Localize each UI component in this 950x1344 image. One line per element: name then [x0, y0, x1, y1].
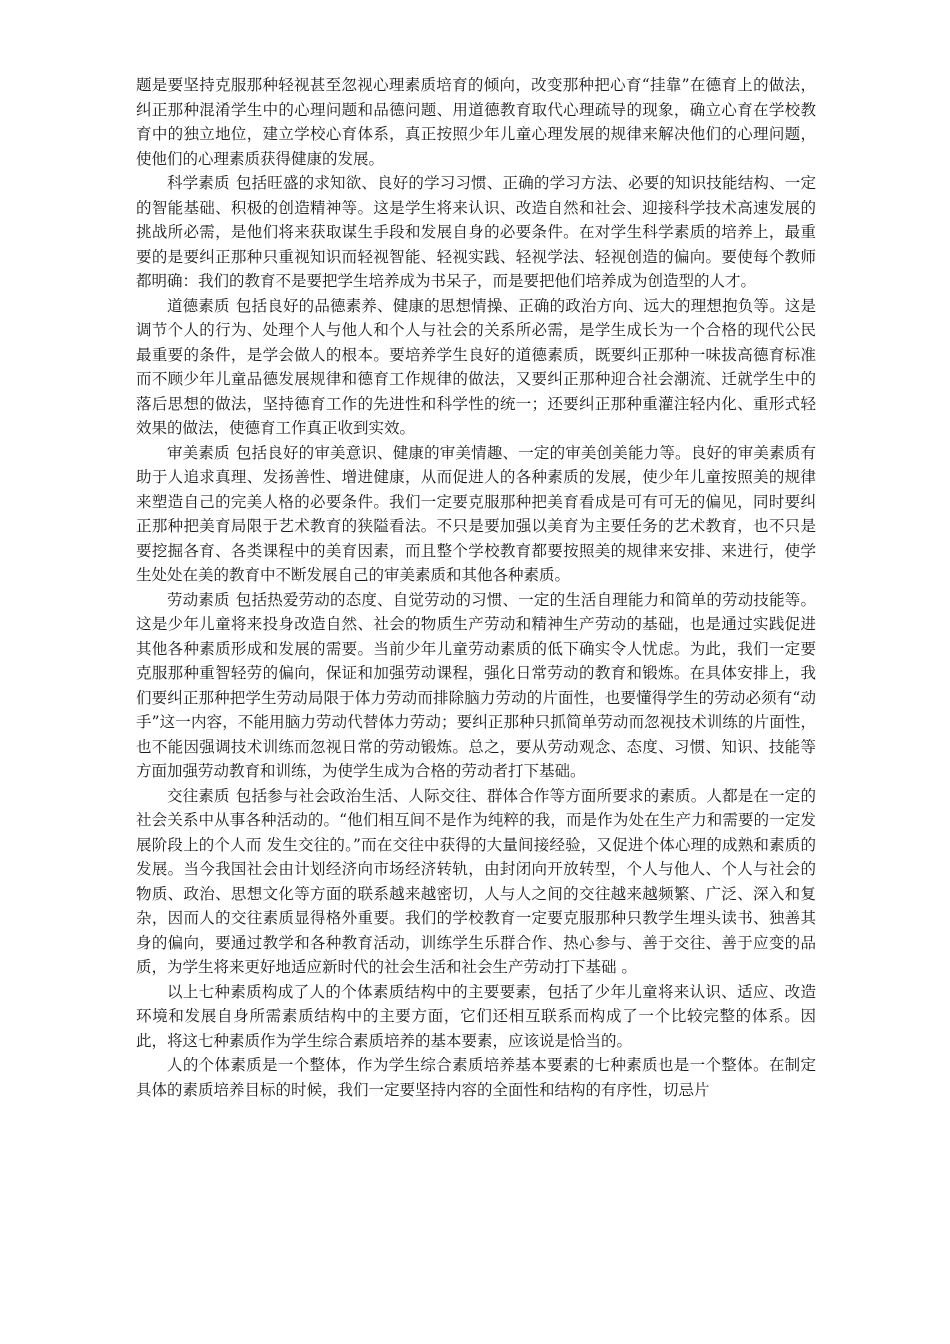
paragraph-labor-quality	[136, 588, 816, 784]
section-term: 审美素质	[167, 443, 230, 462]
document-page	[136, 73, 816, 1102]
paragraph-moral-quality	[136, 294, 816, 441]
paragraph-text: 包括旺盛的求知欲、良好的学习习惯、正确的学习方法、必要的知识技能结构、一定的智能基础、积极的创造精神等。这是学生将来认识、改造自然和社会、迎接科学技术高速发展的挑战所必需，是他们将来获取谋生手段和发展自身的必要条件。在对学生科学素质的培养上，最重要的是要纠正那种只重视知识而轻视智能、轻视实践、轻视学法、轻视创造的偏向。要使每个教师都明确：我们的教育不是要把学生培养成为书呆子，而是要把他们培养成为创造型的人才。	[136, 174, 816, 290]
paragraph-psychology-continued	[136, 73, 816, 171]
paragraph-text: 包括良好的审美意识、健康的审美情趣、一定的审美创美能力等。良好的审美素质有助于人追求真理、发扬善性、增进健康，从而促进人的各种素质的发展，使少年儿童按照美的规律来塑造自己的完美人格的必要条件。我们一定要克服那种把美育看成是可有可无的偏见，同时要纠正那种把美育局限于艺术教育的狭隘看法。不只是要加强以美育为主要任务的艺术教育，也不只是要挖掘各育、各类课程中的美育因素，而且整个学校教育都要按照美的规律来安排、来进行，使学生处处在美的教育中不断发展自己的审美素质和其他各种素质。	[136, 443, 816, 584]
paragraph-science-quality	[136, 171, 816, 294]
paragraph-individual-quality-whole	[136, 1053, 816, 1102]
paragraph-communication-quality	[136, 784, 816, 980]
paragraph-aesthetic-quality	[136, 441, 816, 588]
paragraph-text: 题是要坚持克服那种轻视甚至忽视心理素质培育的倾向，改变那种把心育“挂靠”在德育上的做法，纠正那种混淆学生中的心理问题和品德问题、用道德教育取代心理疏导的现象，确立心育在学校教育中的独立地位，建立学校心育体系，真正按照少年儿童心理发展的规律来解决他们的心理问题，使他们的心理素质获得健康的发展。	[136, 76, 816, 168]
paragraph-text: 包括参与社会政治生活、人际交往、群体合作等方面所要求的素质。人都是在一定的社会关系中从事各种活动的。“他们相互间不是作为纯粹的我，而是作为处在生产力和需要的一定发展阶段上的个人而 发生交往的。”而在交往中获得的大量间接经验，又促进个体心理的成熟和素质的发展。当今我国社会由计划经济向市场经济转轨，由封闭向开放转型，个人与他人、个人与社会的物质、政治、思想文化等方面的联系越来越密切，人与人之间的交往越来越频繁、广泛、深入和复杂，因而人的交往素质显得格外重要。我们的学校教育一定要克服那种只教学生埋头读书、独善其身的偏向，要通过教学和各种教育活动，训练学生乐群合作、热心参与、善于交往、善于应变的品质，为学生将来更好地适应新时代的社会生活和社会生产劳动打下基础 。	[136, 786, 816, 976]
paragraph-text: 包括热爱劳动的态度、自觉劳动的习惯、一定的生活自理能力和简单的劳动技能等。这是少年儿童将来投身改造自然、社会的物质生产劳动和精神生产劳动的基础，也是通过实践促进其他各种素质形成和发展的需要。当前少年儿童劳动素质的低下确实令人忧虑。为此，我们一定要克服那种重智轻劳的偏向，保证和加强劳动课程，强化日常劳动的教育和锻炼。在具体安排上，我们要纠正那种把学生劳动局限于体力劳动而排除脑力劳动的片面性，也要懂得学生的劳动必须有“动手”这一内容，不能用脑力劳动代替体力劳动；要纠正那种只抓简单劳动而忽视技术训练的片面性，也不能因强调技术训练而忽视日常的劳动锻炼。总之，要从劳动观念、态度、习惯、知识、技能等方面加强劳动教育和训练，为使学生成为合格的劳动者打下基础。	[136, 590, 816, 780]
paragraph-text: 包括良好的品德素养、健康的思想情操、正确的政治方向、远大的理想抱负等。这是调节个人的行为、处理个人与他人和个人与社会的关系所必需，是学生成长为一个合格的现代公民最重要的条件，是学会做人的根本。要培养学生良好的道德素质，既要纠正那种一味拔高德育标准而不顾少年儿童品德发展规律和德育工作规律的做法，又要纠正那种迎合社会潮流、迁就学生中的落后思想的做法，坚持德育工作的先进性和科学性的统一；还要纠正那种重灌注轻内化、重形式轻效果的做法，使德育工作真正收到实效。	[136, 296, 816, 437]
section-term: 交往素质	[167, 786, 230, 805]
paragraph-seven-qualities-summary	[136, 980, 816, 1054]
section-term: 道德素质	[167, 296, 230, 315]
paragraph-text: 人的个体素质是一个整体，作为学生综合素质培养基本要素的七种素质也是一个整体。在制定具体的素质培养目标的时候，我们一定要坚持内容的全面性和结构的有序性，切忌片	[136, 1056, 816, 1099]
section-term: 科学素质	[167, 174, 230, 192]
section-term: 劳动素质	[167, 590, 230, 609]
paragraph-text: 以上七种素质构成了人的个体素质结构中的主要要素，包括了少年儿童将来认识、适应、改造环境和发展自身所需素质结构中的主要方面，它们还相互联系而构成了一个比较完整的体系。因此，将这七种素质作为学生综合素质培养的基本要素，应该说是恰当的。	[136, 982, 816, 1050]
